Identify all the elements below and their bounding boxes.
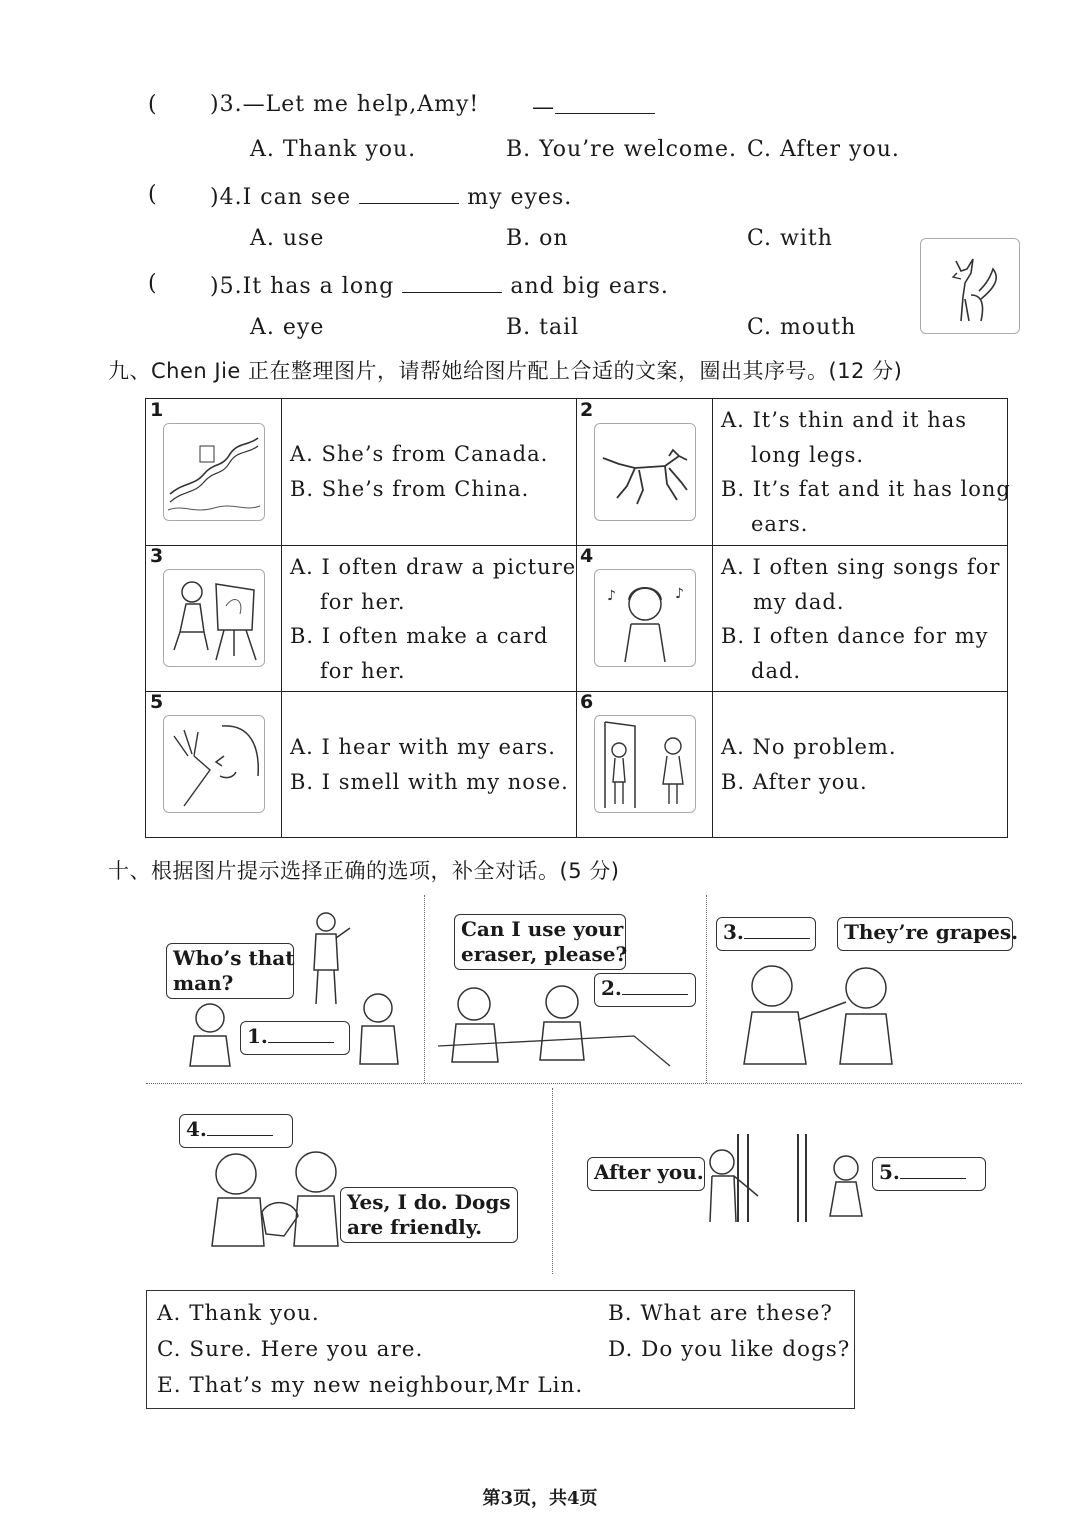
section9-title: 九、Chen Jie 正在整理图片，请帮她给图片配上合适的文案，圈出其序号。(12 分) [108, 359, 903, 383]
cell5-option-b: B. I smell with my nose. [290, 769, 569, 794]
cell4-option-a-cont: my dad. [753, 589, 845, 614]
q4-question [210, 182, 572, 210]
singing-girl-icon [595, 570, 695, 666]
cell2-text[interactable] [721, 403, 1011, 541]
q5-number: )5. [210, 274, 243, 299]
cell3-option-a: A. I often draw a picture [290, 555, 577, 579]
option-c[interactable]: C. Sure. Here you are. [157, 1337, 424, 1362]
q5-tail: and big ears. [510, 274, 669, 299]
bubble-grapes: They’re grapes. [837, 917, 1013, 951]
q3-number: )3. [210, 92, 243, 117]
blank-bubble-2[interactable]: 2. [594, 973, 696, 1007]
cell3-option-b-cont: for her. [320, 658, 406, 683]
panel3-boys-icon [736, 958, 896, 1068]
cell1-text[interactable] [290, 437, 548, 506]
cell1-option-a: A. She’s from Canada. [290, 442, 549, 466]
q4-paren: ( [148, 182, 158, 207]
cell4-option-a: A. I often sing songs for [721, 555, 1001, 579]
panel-divider-horizontal [146, 1083, 1022, 1084]
cell4-number: 4 [580, 545, 594, 567]
matching-table [145, 398, 1011, 838]
q5-text: It has a long [242, 274, 395, 299]
cell5-text[interactable] [290, 730, 569, 799]
bubble-whos-that: Who’s that man? [166, 943, 294, 999]
q4-option-a[interactable]: A. use [250, 226, 325, 251]
panel5-door-icon [706, 1132, 866, 1224]
q5-option-c[interactable]: C. mouth [747, 315, 857, 340]
section10-title: 十、根据图片提示选择正确的选项，补全对话。(5 分) [108, 859, 620, 883]
cell4-option-b-cont: dad. [751, 658, 802, 683]
cell6-option-b: B. After you. [721, 769, 868, 794]
panel2-children-icon [434, 976, 704, 1072]
man-figure-icon [296, 908, 366, 1008]
q4-option-b[interactable]: B. on [506, 226, 569, 251]
door-picture [594, 715, 696, 813]
q5-paren: ( [148, 271, 158, 296]
drawing-boy-picture [163, 569, 265, 667]
option-b[interactable]: B. What are these? [608, 1301, 833, 1326]
bubble-eraser: Can I use your eraser, please? [454, 914, 626, 970]
answer-options-box [146, 1290, 855, 1409]
cell6-option-a: A. No problem. [721, 735, 897, 759]
svg-text:♪: ♪ [675, 586, 684, 602]
option-d[interactable]: D. Do you like dogs? [608, 1337, 851, 1362]
q3-option-b[interactable]: B. You’re welcome. [506, 137, 738, 162]
option-a[interactable]: A. Thank you. [157, 1301, 320, 1326]
q3-dash: — [532, 95, 555, 120]
flower-icon [164, 716, 264, 812]
q5-option-b[interactable]: B. tail [506, 315, 580, 340]
bubble-dogs: Yes, I do. Dogs are friendly. [340, 1187, 518, 1243]
q4-tail: my eyes. [467, 185, 573, 210]
cell5-option-a: A. I hear with my ears. [290, 735, 556, 759]
q3-answer[interactable] [532, 92, 655, 120]
page-footer: 第3页，共4页 [482, 1488, 598, 1509]
q4-text: I can see [242, 185, 352, 210]
smelling-flower-picture [163, 715, 265, 813]
q4-blank[interactable] [359, 182, 459, 204]
q4-number: )4. [210, 185, 243, 210]
cell2-option-b: B. It’s fat and it has long [721, 477, 1011, 501]
svg-text:♪: ♪ [607, 588, 616, 604]
singing-girl-picture [594, 569, 696, 667]
dog-picture [594, 423, 696, 521]
q3-paren: ( [148, 92, 158, 117]
q4-option-c[interactable]: C. with [747, 226, 833, 251]
easel-icon [164, 570, 264, 666]
cell6-number: 6 [580, 691, 594, 713]
cell2-option-a: A. It’s thin and it has [721, 408, 968, 432]
bubble-after-you: After you. [587, 1157, 705, 1191]
cell4-text[interactable] [721, 550, 1000, 688]
cell2-number: 2 [580, 399, 594, 421]
cell2-option-b-cont: ears. [751, 511, 809, 536]
cell3-number: 3 [150, 545, 164, 567]
cell5-number: 5 [150, 691, 164, 713]
cell1-option-b: B. She’s from China. [290, 476, 530, 501]
dog-icon [595, 424, 695, 520]
q3-option-c[interactable]: C. After you. [747, 137, 900, 162]
q3-blank[interactable] [555, 92, 655, 114]
blank-bubble-3[interactable]: 3. [716, 917, 816, 951]
q5-blank[interactable] [402, 271, 502, 293]
blank-bubble-4[interactable]: 4. [179, 1114, 293, 1148]
panel-divider-3 [552, 1088, 553, 1274]
fox-picture [920, 238, 1020, 334]
blank-bubble-5[interactable]: 5. [872, 1157, 986, 1191]
cell6-text[interactable] [721, 730, 897, 799]
cell3-option-a-cont: for her. [320, 589, 406, 614]
panel4-kids-dog-icon [206, 1146, 346, 1250]
cell3-text[interactable] [290, 550, 576, 688]
option-e[interactable]: E. That’s my new neighbour,Mr Lin. [157, 1373, 584, 1398]
cell1-number: 1 [150, 399, 164, 421]
q3-option-a[interactable]: A. Thank you. [250, 137, 417, 162]
fox-icon [921, 239, 1019, 333]
panel-divider-2 [706, 895, 707, 1083]
blank-bubble-1[interactable]: 1. [240, 1021, 350, 1055]
cell3-option-b: B. I often make a card [290, 624, 549, 648]
cell4-option-b: B. I often dance for my [721, 624, 989, 648]
door-icon [595, 716, 695, 812]
q5-option-a[interactable]: A. eye [250, 315, 325, 340]
cell2-option-a-cont: long legs. [751, 442, 865, 467]
great-wall-icon [164, 424, 264, 520]
q3-question [210, 92, 479, 117]
q3-text: —Let me help,Amy! [242, 92, 480, 117]
great-wall-picture [163, 423, 265, 521]
q5-question [210, 271, 669, 299]
